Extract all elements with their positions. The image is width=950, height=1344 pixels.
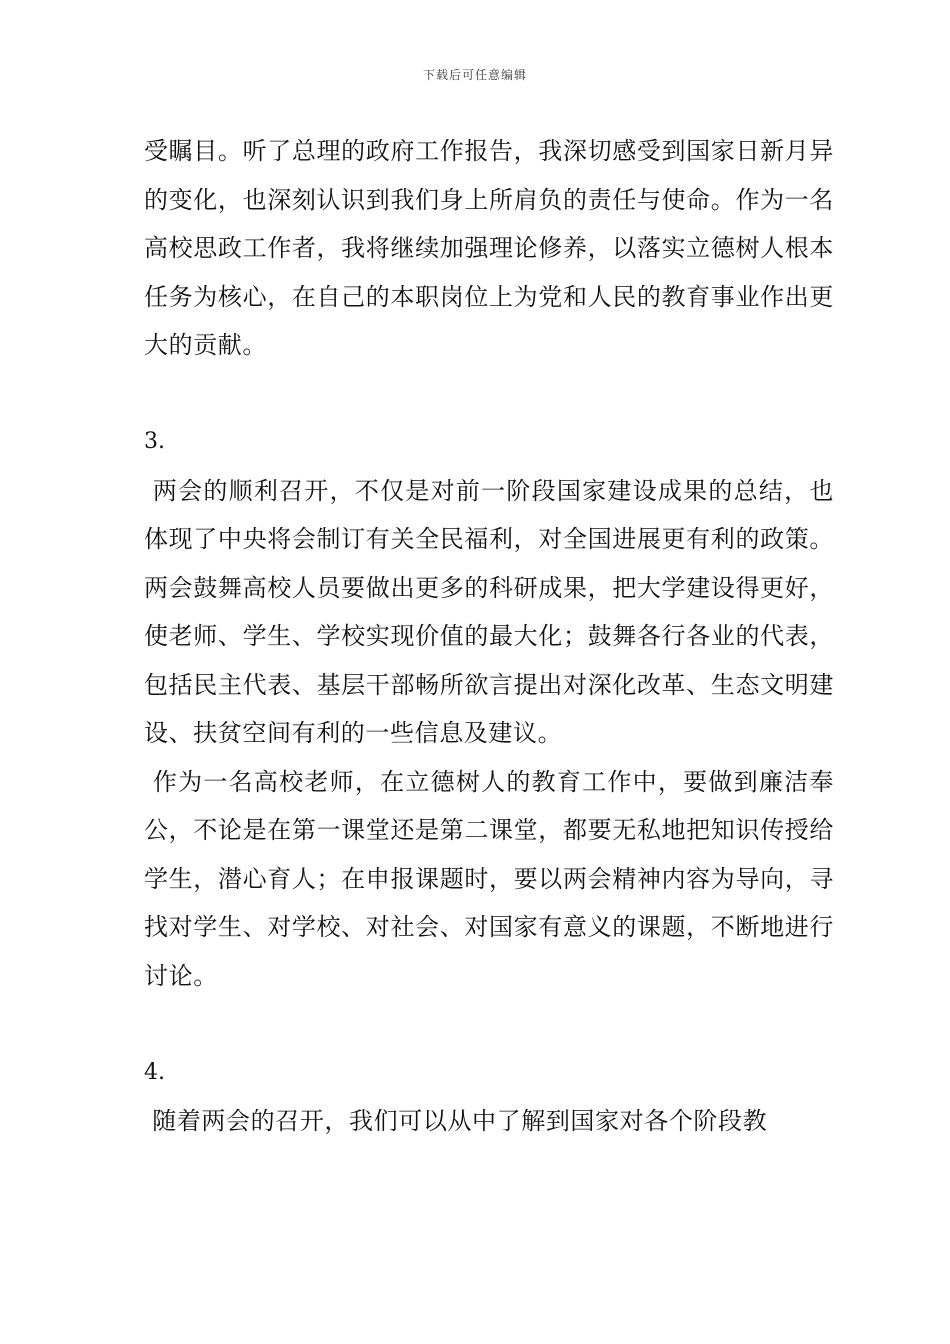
paragraph-two-sessions-summary: 两会的顺利召开，不仅是对前一阶段国家建设成果的总结，也体现了中央将会制订有关全民福利，对全国进展更有利的政策。两会鼓舞高校人员要做出更多的科研成果，把大学建设得更好，使老师、学生、学校实现价值的最大化；鼓舞各行各业的代表，包括民主代表、基层干部畅所欲言提出对深化改革、生态文明建设、扶贫空间有利的一些信息及建议。	[144, 476, 835, 747]
page-header: 下载后可任意编辑	[422, 68, 527, 82]
paragraph-teacher-duty: 作为一名高校老师，在立德树人的教育工作中，要做到廉洁奉公，不论是在第一课堂还是第二课堂，都要无私地把知识传授给学生，潜心育人；在申报课题时，要以两会精神内容为导向，寻找对学生、对学校、对社会、对国家有意义的课题，不断地进行讨论。	[144, 767, 835, 990]
paragraph-education-stages: 随着两会的召开，我们可以从中了解到国家对各个阶段教	[144, 1107, 768, 1135]
document-body	[144, 127, 834, 1146]
paragraph-closing-reflection: 受瞩目。听了总理的政府工作报告，我深切感受到国家日新月异的变化，也深刻认识到我们身上所肩负的责任与使命。作为一名高校思政工作者，我将继续加强理论修养，以落实立德树人根本任务为核心，在自己的本职岗位上为党和人民的教育事业作出更大的贡献。	[144, 137, 834, 359]
section-number-3: 3.	[144, 429, 165, 454]
section-number-4: 4.	[144, 1059, 165, 1085]
blank-line	[144, 370, 834, 419]
blank-line	[144, 1000, 834, 1049]
